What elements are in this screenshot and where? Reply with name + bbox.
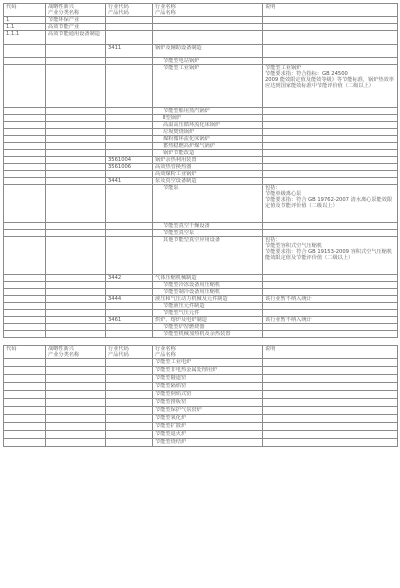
row-category [46,136,106,143]
row-note [263,150,398,157]
table-row [4,275,398,282]
row-code [4,303,46,310]
row-note [263,375,398,383]
table-row [4,150,398,157]
row-code [4,223,46,230]
row-note [263,423,398,431]
row-code [4,178,46,185]
row-note [263,289,398,296]
row-note [263,24,398,31]
table-row [4,17,398,24]
row-code [4,415,46,423]
row-code [4,289,46,296]
row-industry-name: 节能型电站锅炉 [153,58,263,65]
table-row [4,439,398,447]
row-category: 高效节能通用设备制造 [46,31,106,45]
row-industry-code [106,407,153,415]
table-row [4,230,398,237]
row-note [263,431,398,439]
row-industry-name: 高温高压循环流化床锅炉 [153,122,263,129]
row-note [263,331,398,338]
row-code [4,310,46,317]
row-note [263,31,398,45]
row-note [263,164,398,171]
table-row [4,415,398,423]
row-industry-code [106,150,153,157]
row-category [46,407,106,415]
row-note [263,108,398,115]
table-row [4,164,398,171]
table-row [4,324,398,331]
row-industry-name: 节能型退火炉 [153,431,263,439]
row-industry-name: 节能型保护气氛窑炉 [153,407,263,415]
row-note [263,275,398,282]
row-industry-code [106,58,153,65]
row-industry-code [106,423,153,431]
row-category [46,65,106,108]
row-industry-name: 垃圾焚烧锅炉 [153,129,263,136]
row-note: 该行业暂不纳入统计 [263,317,398,324]
row-code [4,58,46,65]
row-category [46,431,106,439]
row-industry-code [106,31,153,45]
row-industry-code [106,136,153,143]
row-category [46,150,106,157]
table-row [4,407,398,415]
row-category [46,317,106,324]
row-category [46,143,106,150]
row-industry-name: 烘炉、熔炉及电炉制造 [153,317,263,324]
row-category [46,178,106,185]
row-industry-code: 3561004 [106,157,153,164]
row-code [4,157,46,164]
row-note [263,230,398,237]
row-note [263,359,398,367]
row-industry-code [106,439,153,447]
row-industry-name: 节能型气压元件 [153,310,263,317]
row-code [4,317,46,324]
table-row [4,108,398,115]
header-note: 说明 [263,346,398,359]
row-industry-name: 锅炉余热利用装置 [153,157,263,164]
row-industry-name: 节能液压元件制造 [153,303,263,310]
row-code [4,367,46,375]
row-note [263,17,398,24]
table-row [4,178,398,185]
row-code [4,237,46,275]
row-note [263,115,398,122]
row-code [4,171,46,178]
row-industry-code [106,359,153,367]
row-industry-name: 节能型倒焰式窑 [153,391,263,399]
row-industry-name: 节能型真空泵 [153,230,263,237]
row-industry-name: 节能型工业锅炉 [153,65,263,108]
row-note [263,383,398,391]
row-note [263,407,398,415]
header-code: 代码 [4,4,46,17]
row-category [46,367,106,375]
row-industry-code [106,223,153,230]
table-row [4,223,398,230]
row-category [46,157,106,164]
row-category [46,223,106,230]
table-header [4,4,398,17]
row-code [4,391,46,399]
row-industry-code: 3444 [106,296,153,303]
row-code [4,45,46,58]
row-note [263,178,398,185]
table-row [4,143,398,150]
row-category [46,383,106,391]
row-code [4,331,46,338]
row-category [46,164,106,171]
row-note [263,45,398,58]
row-code [4,164,46,171]
row-code [4,275,46,282]
row-industry-code [106,185,153,223]
row-category [46,115,106,122]
row-industry-code [106,122,153,129]
row-industry-name: 节能型工业电炉 [153,359,263,367]
row-category [46,439,106,447]
row-industry-name: 节能型船用蒸汽锅炉 [153,108,263,115]
row-industry-name: 泵及真空设备制造 [153,178,263,185]
row-industry-name: 节能型隧道窑 [153,375,263,383]
table-row [4,317,398,324]
row-code [4,150,46,157]
row-industry-name: 气体压缩机械制造 [153,275,263,282]
row-industry-name: Ⅱ型锅炉 [153,115,263,122]
row-category [46,275,106,282]
row-industry-name: 蓄热稳燃高炉煤气锅炉 [153,143,263,150]
row-industry-name: 节能型真空干燥设备 [153,223,263,230]
row-code [4,108,46,115]
row-industry-name [153,31,263,45]
row-industry-code [106,17,153,24]
row-industry-code [106,129,153,136]
header-industry-code: 行业代码 产品代码 [106,4,153,17]
table-row [4,129,398,136]
row-industry-name: 节能型隔焰窑 [153,383,263,391]
table-row [4,359,398,367]
row-code [4,407,46,415]
table-row [4,122,398,129]
row-industry-name: 煤粉循环流化床锅炉 [153,136,263,143]
table-row [4,331,398,338]
row-code [4,129,46,136]
table-row [4,423,398,431]
table-row [4,171,398,178]
row-code [4,282,46,289]
table-row [4,115,398,122]
row-category [46,391,106,399]
row-category [46,359,106,367]
row-industry-code: 3411 [106,45,153,58]
row-industry-code [106,171,153,178]
row-industry-code [106,415,153,423]
row-code [4,185,46,223]
row-category [46,423,106,431]
row-industry-name: 节能型氧化炉 [153,415,263,423]
row-industry-code [106,399,153,407]
row-industry-code [106,383,153,391]
row-note [263,324,398,331]
row-note [263,310,398,317]
row-note [263,391,398,399]
table-row [4,383,398,391]
row-note [263,415,398,423]
table-row [4,282,398,289]
row-code [4,324,46,331]
row-industry-code [106,367,153,375]
row-code: 1.1 [4,24,46,31]
header-category: 战略性新兴 产业分类名称 [46,4,106,17]
row-industry-code [106,143,153,150]
row-industry-name: 高效热管换热器 [153,164,263,171]
row-category [46,331,106,338]
row-category [46,289,106,296]
row-code: 1 [4,17,46,24]
table-row [4,431,398,439]
row-code: 1.1.1 [4,31,46,45]
row-code [4,296,46,303]
row-code [4,399,46,407]
row-category [46,310,106,317]
header-category: 战略性新兴 产业分类名称 [46,346,106,359]
row-industry-code [106,391,153,399]
row-industry-name: 节能型机械加热机及余热装置 [153,331,263,338]
row-note [263,439,398,447]
row-category [46,237,106,275]
row-category [46,122,106,129]
table-row [4,136,398,143]
table-row [4,45,398,58]
row-industry-name: 节能型炉窑燃烧器 [153,324,263,331]
row-industry-name [153,17,263,24]
row-note [263,303,398,310]
row-industry-code [106,431,153,439]
row-category [46,324,106,331]
row-industry-name [153,24,263,31]
row-industry-code [106,331,153,338]
row-industry-name: 锅炉及辅助设备制造 [153,45,263,58]
row-category [46,296,106,303]
row-note [263,129,398,136]
row-category [46,282,106,289]
row-industry-code: 3442 [106,275,153,282]
row-code [4,115,46,122]
table-row [4,367,398,375]
table-row [4,375,398,383]
row-industry-name: 节能型非电热金属处理用炉 [153,367,263,375]
row-code [4,122,46,129]
row-industry-code: 3441 [106,178,153,185]
row-code [4,431,46,439]
row-industry-code [106,24,153,31]
row-industry-code [106,65,153,108]
table-row [4,296,398,303]
row-category [46,45,106,58]
row-code [4,143,46,150]
row-note: 包括： 节能型容积式空气压缩机 节能要求指：符合 GB 19153-2009 容积式空气压缩机能效限定值及节能评价值（二级以上） [263,237,398,275]
row-code [4,359,46,367]
header-industry-code: 行业代码 产品代码 [106,346,153,359]
row-note [263,58,398,65]
page-gap [3,338,397,345]
row-note [263,367,398,375]
row-category [46,129,106,136]
row-category [46,230,106,237]
row-category [46,415,106,423]
table-row [4,31,398,45]
row-category: 高效节能产业 [46,24,106,31]
row-category [46,303,106,310]
classification-table-part1 [3,3,398,338]
table-row [4,399,398,407]
row-industry-code [106,108,153,115]
row-note [263,223,398,230]
row-category: 节能环保产业 [46,17,106,24]
table-row [4,157,398,164]
row-industry-name: 其他节能型真空应用设备 [153,237,263,275]
row-industry-name: 锅炉节能改造 [153,150,263,157]
table-row [4,391,398,399]
row-industry-name: 节能型扩散炉 [153,423,263,431]
table-row [4,303,398,310]
row-category [46,171,106,178]
row-note: 包括： 节能单级离心泵 节能要求指：符合 GB 19762-2007 清水离心泵能效限定值及节能评价值（二级以上） [263,185,398,223]
row-note: 该行业暂不纳入统计 [263,296,398,303]
row-industry-code [106,303,153,310]
header-industry-name: 行业名称 产品名称 [153,346,263,359]
classification-table-part2 [3,345,398,447]
table-row [4,24,398,31]
table-row [4,65,398,108]
header-code: 代码 [4,346,46,359]
row-code [4,423,46,431]
row-category [46,108,106,115]
header-note: 说明 [263,4,398,17]
row-note [263,122,398,129]
row-industry-name: 节能型制冷设备用压缩机 [153,289,263,296]
row-industry-code [106,375,153,383]
row-industry-name: 节能泵 [153,185,263,223]
row-industry-code [106,289,153,296]
row-industry-name: 节能型推板窑 [153,399,263,407]
row-note [263,171,398,178]
row-code [4,439,46,447]
row-industry-code [106,282,153,289]
row-code [4,383,46,391]
row-code [4,375,46,383]
row-industry-code [106,115,153,122]
row-industry-name: 高效煤粉工业锅炉 [153,171,263,178]
table-row [4,185,398,223]
row-industry-code [106,230,153,237]
row-industry-code: 3461 [106,317,153,324]
row-industry-name: 节能型烧结炉 [153,439,263,447]
row-code [4,136,46,143]
table-header-repeat [4,346,398,359]
row-note [263,143,398,150]
table-row [4,310,398,317]
row-note: 节能型工业锅炉 节能要求指：符合指标：GB 24500 2009 能效限定值及能效等级》等节能标准，锅炉热效率应达到国家能效标准中节能评价值（二级以上） [263,65,398,108]
table-row [4,58,398,65]
row-category [46,185,106,223]
row-category [46,399,106,407]
row-industry-name: 液压和气压动力机械及元件制造 [153,296,263,303]
row-category [46,58,106,65]
row-code [4,230,46,237]
row-note [263,136,398,143]
row-code [4,65,46,108]
row-industry-name: 节能型冷冻设备用压缩机 [153,282,263,289]
table-row [4,289,398,296]
row-industry-code: 3561006 [106,164,153,171]
row-note [263,157,398,164]
row-category [46,375,106,383]
row-note [263,399,398,407]
row-industry-code [106,237,153,275]
document-page [3,3,397,447]
row-industry-code [106,324,153,331]
header-industry-name: 行业名称 产品名称 [153,4,263,17]
row-industry-code [106,310,153,317]
table-row [4,237,398,275]
row-note [263,282,398,289]
